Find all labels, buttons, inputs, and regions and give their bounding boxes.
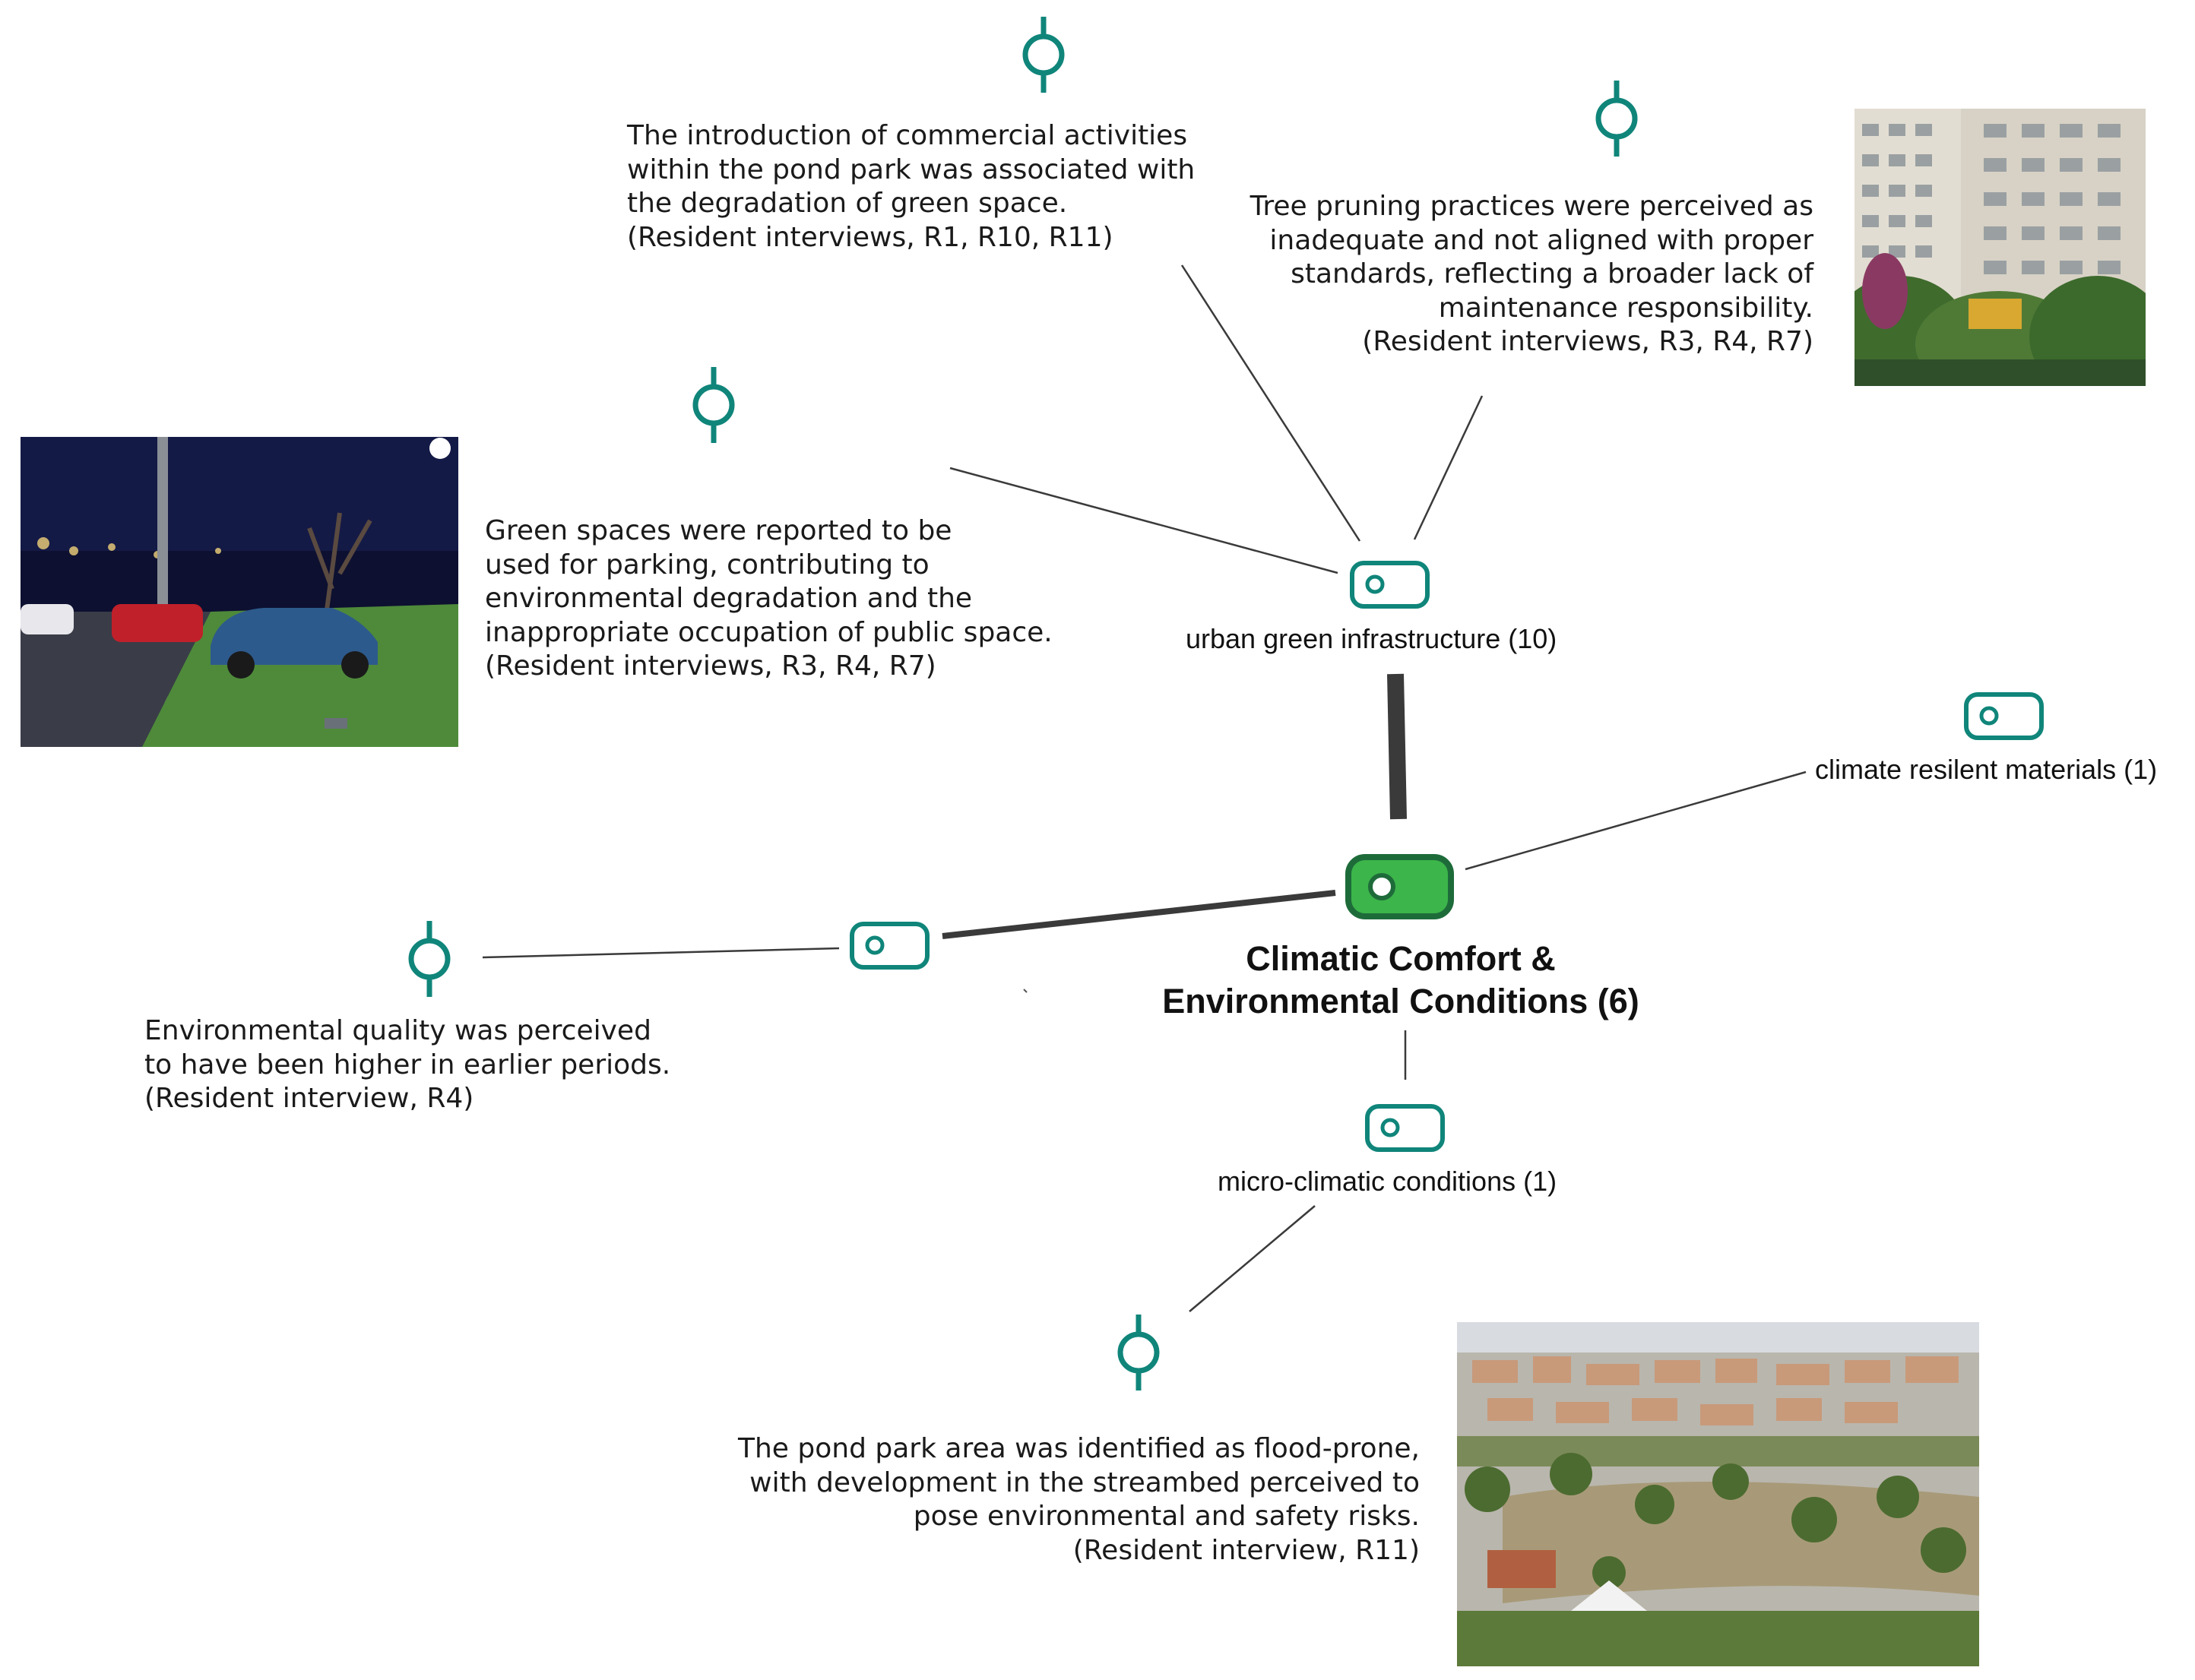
photo-cars-parked-on-grass	[21, 437, 458, 747]
quotation-pin-icon	[695, 367, 732, 443]
quotation-pin-icon	[411, 921, 448, 997]
code-tag-icon	[852, 924, 927, 967]
code-label-micro-climatic-conditions: micro-climatic conditions (1)	[1218, 1166, 1557, 1197]
edge-pruning-quote	[1414, 396, 1482, 539]
quote-commercial-activities: The introduction of commercial activities within the pond park was associated with the degradation of green space. (Resident interviews, R1, R10, R11)	[627, 120, 1196, 253]
quotation-pin-icon	[1120, 1315, 1157, 1391]
code-label-climate-resilent-materials: climate resilent materials (1)	[1815, 754, 2158, 785]
edge-flood-quote	[1189, 1206, 1315, 1311]
edge-environment-quote	[483, 948, 839, 957]
quotation-pin-icon	[1025, 17, 1062, 93]
edge-climate-materials-to-core	[1465, 772, 1806, 869]
code-tag-icon	[1367, 1106, 1443, 1150]
edge-urban-green-to-core	[1395, 674, 1398, 819]
photo-flooded-pond-park	[1457, 1322, 1979, 1666]
central-code-label: Climatic Comfort & Environmental Conditions (6)	[1162, 939, 1639, 1020]
code-tag-icon	[1352, 563, 1427, 606]
photo-apartment-trees	[1855, 109, 2146, 386]
quote-tree-pruning: Tree pruning practices were perceived as inadequate and not aligned with proper standards, reflecting a broader lack of maintenance responsibility. (Resident interviews, R3, R4, R7)	[1250, 191, 1813, 357]
quote-parking-on-green-space: Green spaces were reported to be used for parking, contributing to environmental degradation and the inappropriate occupation of public space. (Resident interviews, R3, R4, R7)	[485, 515, 1053, 682]
quote-environmental-quality: Environmental quality was perceived to have been higher in earlier periods. (Resident interview, R4)	[144, 1015, 671, 1114]
code-tag-icon	[1966, 694, 2041, 738]
code-label-urban-green-infrastructure: urban green infrastructure (10)	[1186, 623, 1557, 654]
code-tag-icon	[1348, 857, 1451, 916]
edge-env-quality-to-core	[942, 893, 1335, 936]
quotation-pin-icon	[1598, 81, 1635, 157]
quote-flood-prone-area: The pond park area was identified as flood-prone, with development in the streambed perceived to pose environmental and safety risks. (Resident interview, R11)	[738, 1433, 1420, 1566]
connector-lines	[483, 265, 1806, 1311]
